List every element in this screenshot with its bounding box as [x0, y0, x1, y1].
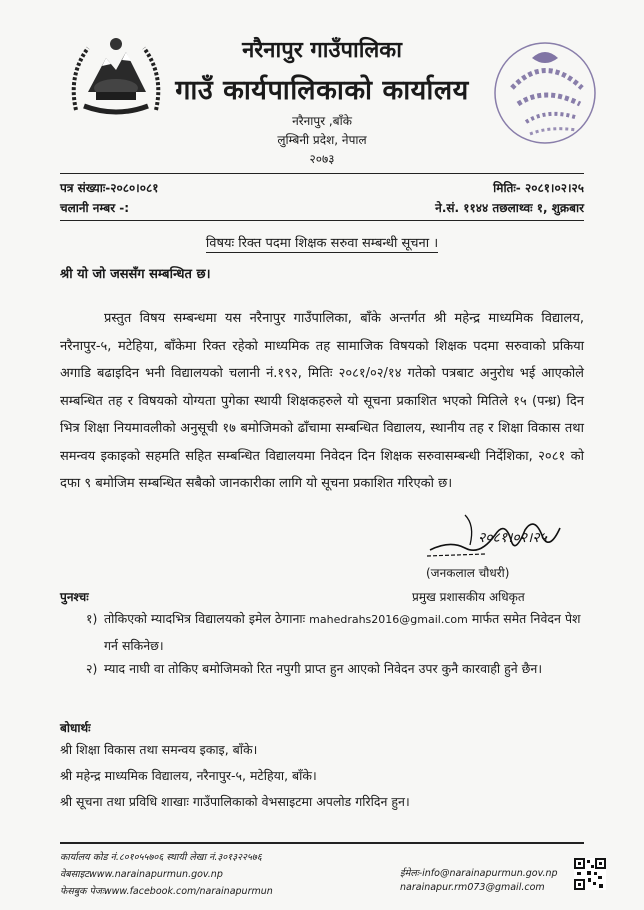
cc-item: श्री सूचना तथा प्रविधि शाखाः गाउँपालिकाको वेभसाइटमा अपलोड गरिदिन हुन।	[60, 794, 410, 809]
qr-code-icon	[574, 858, 606, 890]
nepal-sambat-date: ने.सं. ११४४ तछलाथ्वः १, शुक्रबार	[435, 201, 584, 215]
footer-email: ईमेलः-info@narainapurmun.gov.np	[400, 868, 558, 879]
letter-date: मितिः- २०८१।०२।२५	[493, 181, 584, 195]
office-name: गाउँ कार्यपालिकाको कार्यालय	[175, 75, 469, 106]
postscript-item: २) म्याद नाघी वा तोकिए बमोजिमको रित नपुगी प्राप्त हुन आएको निवेदन उपर कुनै कारवाही हुने छैन।	[86, 661, 543, 676]
letter-number: पत्र संख्याः-२०८०।०८१	[60, 181, 159, 195]
header-divider	[60, 173, 584, 174]
cc-heading: बोधार्थः	[60, 721, 91, 735]
address-line1: नरैनापुर ,बाँके	[292, 114, 352, 128]
dispatch-number: चलानी नम्बर -:	[60, 201, 130, 215]
signature-date: २०८१।०२।२५	[478, 530, 547, 546]
cc-item: श्री महेन्द्र माध्यमिक विद्यालय, नरैनापुर-५, मटेहिया, बाँके।	[60, 768, 317, 783]
footer-divider	[60, 842, 584, 844]
salutation: श्री यो जो जससँग सम्बन्धित छ।	[60, 267, 211, 282]
postscript-item: १) तोकिएको म्यादभित्र विद्यालयको इमेल ठेगानाः mahedrahs2016@gmail.com मार्फत समेत निवेदन पेश गर्न सकिनेछ।	[86, 611, 581, 653]
notice-body: प्रस्तुत विषय सम्बन्धमा यस नरैनापुर गाउँपालिका, बाँके अन्तर्गत श्री महेन्द्र माध्यमिक विद्यालय, नरैनापुर-५, मटेहिया, बाँकेमा रिक्त रहेको माध्यमिक तह सामाजिक विषयको शिक्षक पदमा सरुवाको प्रकिया अगाडि बढाइदिन भनी विद्यालयको चलानी नं.१९२, मितिः २०८१/०२/१४ गतेको पत्रबाट अनुरोध भई आएकोले सम्बन्धित तह र विषयको योग्यता पुगेका स्थायी शिक्षकहरुले यो सूचना प्रकाशित भएको मितिले १५ (पन्ध्र) दिन भित्र शिक्षा नियमावलीको अनुसूची १७ बमोजिमको ढाँचामा सम्बन्धित विद्यालय, स्थानीय तह र शिक्षा विकास तथा समन्वय इकाइको सहमति सहित सम्बन्धित विद्यालयमा निवेदन दिन शिक्षक सरुवासम्बन्धी निर्देशिका, २०८१ को दफा ९ बमोजिम सम्बन्धित सबैको जानकारीका लागि यो सूचना प्रकाशित गरिएको छ।	[60, 311, 584, 491]
address-line2: लुम्बिनी प्रदेश, नेपाल	[277, 133, 367, 147]
footer-facebook: फेसबुक पेजःwww.facebook.com/narainapurmun	[60, 886, 273, 897]
established-year: २०७३	[309, 152, 335, 166]
footer-email-2: narainapur.rm073@gmail.com	[400, 882, 545, 893]
meta-divider	[60, 220, 584, 221]
school-email: mahedrahs2016@gmail.com	[309, 613, 468, 626]
cc-item: श्री शिक्षा विकास तथा समन्वय इकाइ, बाँके।	[60, 742, 258, 757]
signatory-title: प्रमुख प्रशासकीय अधिकृत	[412, 590, 525, 604]
signatory-name: (जनकलाल चौधरी)	[426, 566, 510, 580]
footer-office-code: कार्यालय कोड नं.८०१०५५७०६ स्थायी लेखा नं.३०१३२२५७६	[60, 852, 262, 863]
postscript-heading: पुनश्चः	[60, 590, 89, 604]
municipality-name: नरैनापुर गाउँपालिका	[242, 38, 402, 63]
footer-website: वेबसाइटwww.narainapurmun.gov.np	[60, 869, 223, 880]
subject-line: विषयः रिक्त पदमा शिक्षक सरुवा सम्बन्धी सूचना ।	[205, 236, 439, 251]
